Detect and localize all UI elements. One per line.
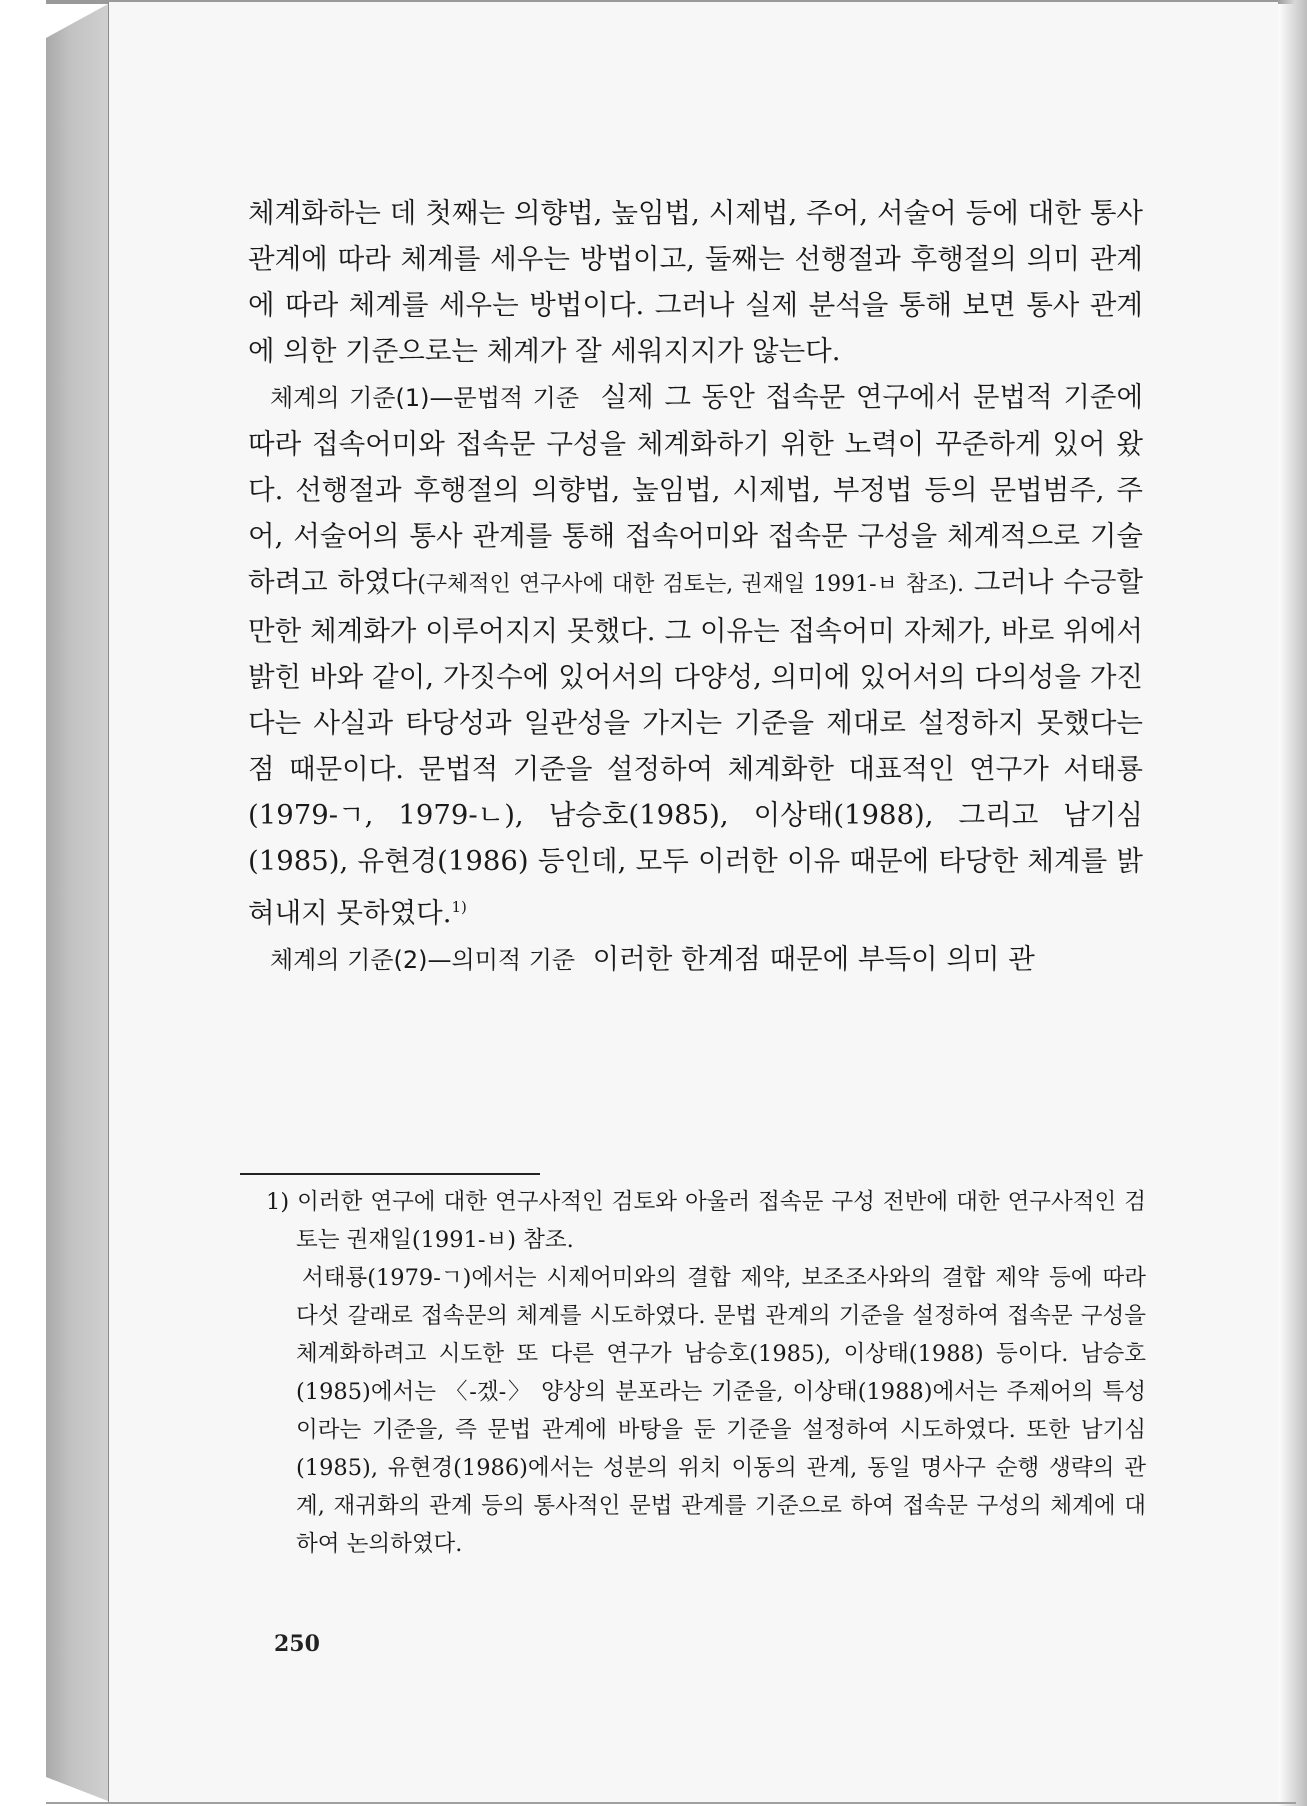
section-heading-semantic: 체계의 기준(2)—의미적 기준	[270, 946, 576, 975]
footnote-1-continuation-text: 서태룡(1979-ㄱ)에서는 시제어미와의 결합 제약, 보조조사와의 결합 제약 등에 따라 다섯 갈래로 접속문의 체계를 시도하였다. 문법 관계의 기준을 설정하여 접속문 구성을 체계화하려고 시도한 또 다른 연구가 남승호(1985), 이상태(1988) 등이다. 남승호(1985)에서는 〈-겠-〉 양상의 분포라는 기준을, 이상태(1988)에서는 주제어의 특성이라는 기준을, 즉 문법 관계에 바탕을 둔 기준을 설정하여 시도하였다. 또한 남기심(1985), 유현경(1986)에서는 성분의 위치 이동의 관계, 동일 명사구 순행 생략의 관계, 재귀화의 관계 등의 통사적인 문법 관계를 기준으로 하여 접속문 구성의 체계에 대하여 논의하였다.	[296, 1265, 1146, 1557]
page-edge-shadow	[1277, 0, 1307, 1806]
page-number: 250	[274, 1631, 320, 1657]
footnote-divider	[240, 1173, 540, 1175]
section-heading-grammatical: 체계의 기준(1)—문법적 기준	[270, 384, 580, 412]
paragraph-3-text: 이러한 한계점 때문에 부득이 의미 관	[592, 943, 1035, 976]
paragraph-1: 체계화하는 데 첫째는 의향법, 높임법, 시제법, 주어, 서술어 등에 대한 통사 관계에 따라 체계를 세우는 방법이고, 둘째는 선행절과 후행절의 의미 관계에 따라 체계를 세우는 방법이다. 그러나 실제 분석을 통해 보면 통사 관계에 의한 기준으로는 체계가 잘 세워지지가 않는다.	[248, 197, 1143, 367]
footnote-1-label: 1)	[266, 1189, 290, 1215]
paragraph-2-rest: 그러나 수긍할 만한 체계화가 이루어지지 못했다. 그 이유는 접속어미 자체가, 바로 위에서 밝힌 바와 같이, 가짓수에 있어서의 다양성, 의미에 있어서의 다의성을 가진다는 사실과 타당성과 일관성을 가지는 기준을 제대로 설정하지 못했다는 점 때문이다. 문법적 기준을 설정하여 체계화한 대표적인 연구가 서태룡(1979-ㄱ, 1979-ㄴ), 남승호(1985), 이상태(1988), 그리고 남기심(1985), 유현경(1986) 등인데, 모두 이러한 이유 때문에 타당한 체계를 밝혀내지 못하였다.	[248, 566, 1143, 930]
paragraph-2-text: 실제 그 동안 접속문 연구에서 문법적 기준에 따라 접속어미와 접속문 구성을 체계화하기 위한 노력이 꾸준하게 있어 왔다. 선행절과 후행절의 의향법, 높임법, 시제법, 부정법 등의 문법범주, 주어, 서술어의 통사 관계를 통해 접속어미와 접속문 구성을 체계적으로 기술하려고 하였다	[248, 381, 1144, 598]
main-text	[248, 190, 1143, 983]
paragraph-2	[248, 374, 1143, 936]
footnote-1	[266, 1183, 1146, 1259]
footnote-reference: 1)	[451, 898, 467, 916]
paragraph-2-parenthetical: (구체적인 연구사에 대한 검토는, 권재일 1991-ㅂ 참조).	[417, 572, 964, 597]
footnote-1-continuation	[266, 1259, 1146, 1563]
book-bottom-edge	[46, 1802, 1296, 1804]
book-spine	[46, 4, 108, 1801]
paragraph-3	[248, 936, 1143, 983]
footnote-1-text: 이러한 연구에 대한 연구사적인 검토와 아울러 접속문 구성 전반에 대한 연구사적인 검토는 권재일(1991-ㅂ) 참조.	[296, 1189, 1146, 1253]
footnotes	[266, 1183, 1146, 1563]
